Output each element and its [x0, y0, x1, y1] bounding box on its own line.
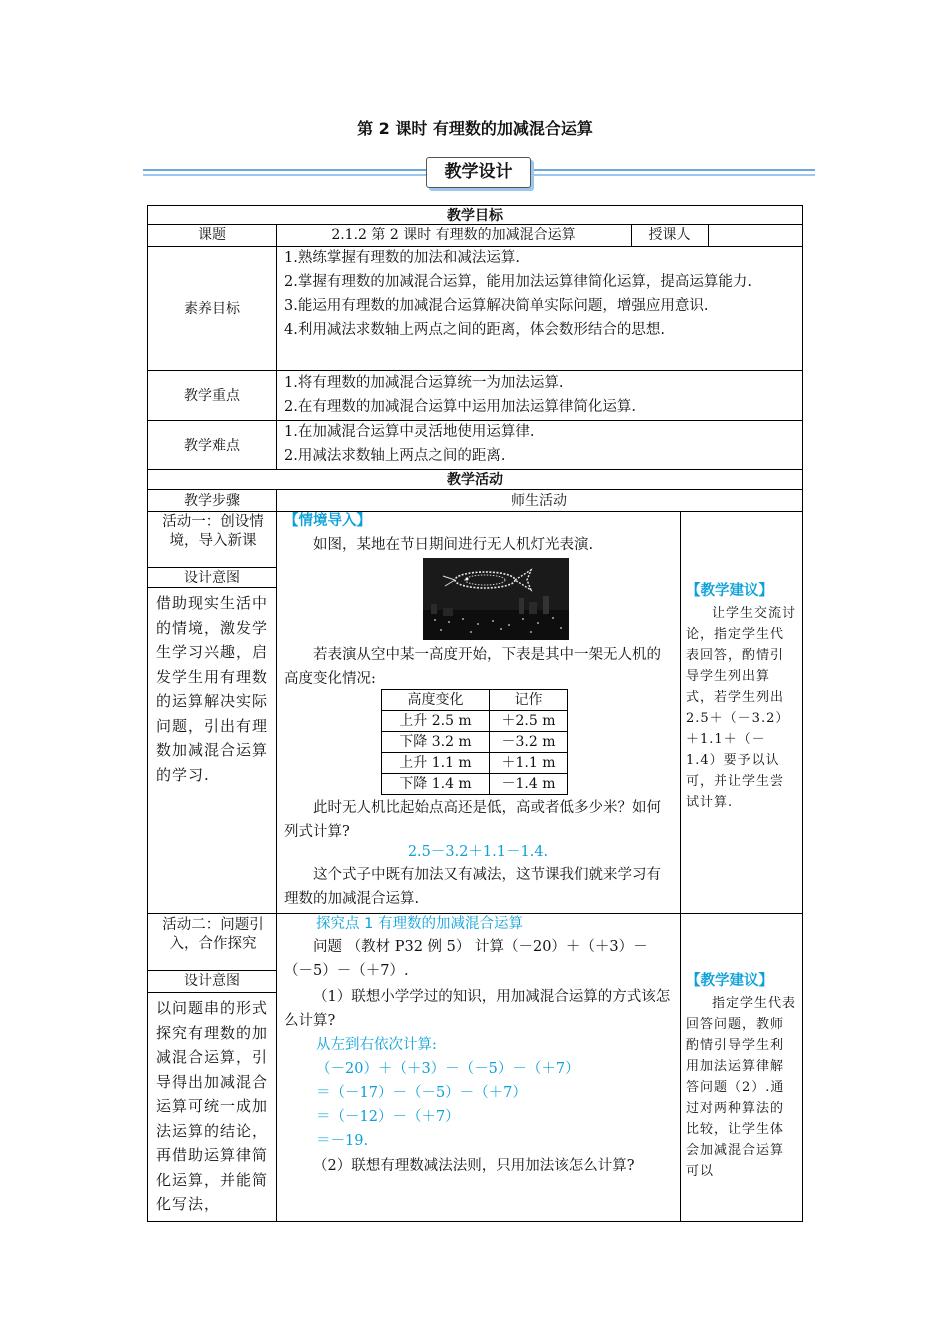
table-cell: ＋2.5 m — [490, 711, 568, 732]
height-change-table — [381, 689, 568, 795]
table-cell: －1.4 m — [490, 774, 568, 795]
table-cell: 下降 3.2 m — [382, 732, 490, 753]
lesson-plan-table — [147, 205, 803, 1222]
list-item: 4.利用减法求数轴上两点之间的距离，体会数形结合的思想. — [284, 322, 665, 338]
list-item: 1.熟练掌握有理数的加法和减法运算. — [284, 250, 520, 266]
key-points — [284, 371, 796, 419]
course-value: 2.1.2 第 2 课时 有理数的加减混合运算 — [331, 227, 576, 243]
list-item: 1.在加减混合运算中灵活地使用运算律. — [284, 424, 535, 440]
activity2-name: 活动二：问题引入，合作探究 — [162, 917, 264, 952]
table-row — [382, 774, 568, 795]
answer-line: ＝（－17）－（－5）－（＋7） — [316, 1085, 527, 1101]
table-row — [382, 732, 568, 753]
table-row — [382, 711, 568, 732]
activity2-tip-label: 【教学建议】 — [686, 973, 773, 989]
activity1-tag: 【情境导入】 — [284, 513, 371, 529]
activities-header: 教学活动 — [447, 472, 503, 488]
literacy-goals — [284, 246, 796, 342]
activity1-name: 活动一：创设情境，导入新课 — [162, 514, 264, 549]
activity1-tip-label: 【教学建议】 — [686, 583, 773, 599]
answer-line: （－20）＋（＋3）－（－5）－（＋7） — [316, 1061, 580, 1077]
table-header: 高度变化 — [382, 690, 490, 711]
page-title: 第 2 课时 有理数的加减混合运算 — [357, 119, 593, 138]
activity2-design-text: 以问题串的形式探究有理数的加减混合运算，引导得出加减混合运算可统一成加法运算的结论，再借助运算律简化运算，并能简化写法， — [156, 999, 269, 1213]
course-label: 课题 — [198, 227, 226, 243]
activity1-question: 此时无人机比起始点高还是低，高或者低多少米？如何列式计算? — [284, 800, 661, 840]
table-header: 记作 — [490, 690, 568, 711]
goals-header: 教学目标 — [447, 208, 503, 224]
list-item: 1.将有理数的加减混合运算统一为加法运算. — [284, 375, 564, 391]
steps-label: 教学步骤 — [184, 493, 240, 509]
section-banner — [143, 155, 815, 191]
activity2-design-label: 设计意图 — [184, 973, 240, 989]
teacher-label: 授课人 — [648, 227, 691, 243]
activity2-q1: （1）联想小学学过的知识，用加减混合运算的方式该怎么计算? — [284, 989, 671, 1029]
activity-label: 师生活动 — [511, 493, 567, 509]
activity1-design-label: 设计意图 — [184, 570, 240, 586]
banner-label: 教学设计 — [426, 157, 531, 188]
literacy-label: 素养目标 — [184, 301, 240, 317]
table-cell: －3.2 m — [490, 732, 568, 753]
difficulties-label: 教学难点 — [184, 438, 240, 454]
key-points-label: 教学重点 — [184, 388, 240, 404]
activity1-design-text: 借助现实生活中的情境，激发学生学习兴趣，启发学生用有理数的运算解决实际问题，引出有理数加减混合运算的学习. — [156, 594, 269, 784]
list-item: 2.掌握有理数的加减混合运算，能用加法运算律简化运算，提高运算能力. — [284, 274, 752, 290]
table-row — [382, 753, 568, 774]
activity2-q2: （2）联想有理数减法法则，只用加法该怎么计算? — [313, 1158, 635, 1174]
table-cell: 上升 1.1 m — [382, 753, 490, 774]
answer-line: ＝（－12）－（＋7） — [316, 1109, 460, 1125]
table-cell: 下降 1.4 m — [382, 774, 490, 795]
activity1-tip-text: 让学生交流讨论，指定学生代表回答，酌情引导学生列出算式，若学生列出 2.5＋（－3.2）＋1.1＋（－1.4）要予以认可，并让学生尝试计算. — [686, 606, 797, 810]
drone-show-photo — [423, 558, 569, 640]
activity1-closing: 这个式子中既有加法又有减法，这节课我们就来学习有理数的加减混合运算. — [284, 867, 661, 907]
activity1-para2: 若表演从空中某一高度开始，下表是其中一架无人机的高度变化情况: — [284, 647, 661, 687]
activity2-point-label: 探究点 1 有理数的加减混合运算 — [316, 916, 523, 932]
answer-line: 从左到右依次计算: — [316, 1037, 437, 1053]
activity1-formula: 2.5－3.2＋1.1－1.4. — [407, 844, 549, 860]
table-cell: ＋1.1 m — [490, 753, 568, 774]
activity2-tip-text: 指定学生代表回答问题，教师酌情引导学生利用加法运算律解答问题（2）.通过对两种算法的比较，让学生体会加减混合运算可以 — [686, 996, 797, 1179]
list-item: 3.能运用有理数的加减混合运算解决简单实际问题，增强应用意识. — [284, 298, 709, 314]
activity2-answer — [316, 1033, 672, 1153]
answer-line: ＝－19. — [316, 1133, 369, 1149]
list-item: 2.用减法求数轴上两点之间的距离. — [284, 448, 506, 464]
list-item: 2.在有理数的加减混合运算中运用加法运算律简化运算. — [284, 399, 636, 415]
difficulties — [284, 420, 796, 468]
table-cell: 上升 2.5 m — [382, 711, 490, 732]
activity1-intro: 如图，某地在节日期间进行无人机灯光表演. — [313, 537, 594, 553]
activity2-problem: 问题 （教材 P32 例 5） 计算（－20）＋（＋3）－（－5）－（＋7）. — [284, 939, 648, 979]
